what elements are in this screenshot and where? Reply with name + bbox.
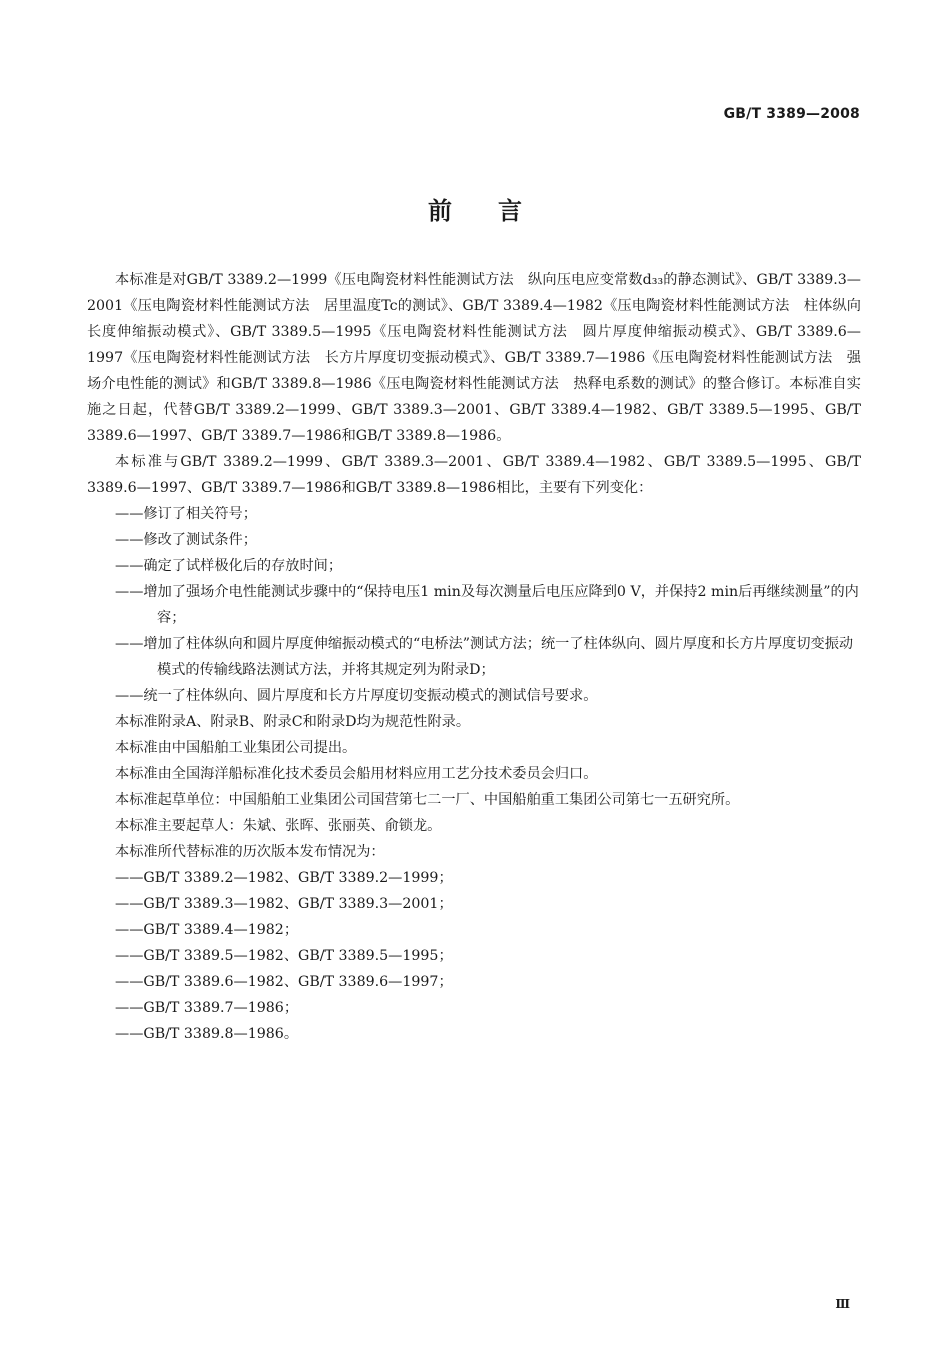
page-number: Ⅲ [835,1297,850,1311]
statement-paragraph: 本标准由全国海洋船标准化技术委员会船用材料应用工艺分技术委员会归口。 [115,766,598,782]
change-item: ——修改了测试条件； [115,532,257,548]
statement-paragraph: 本标准所代替标准的历次版本发布情况为： [115,844,385,860]
intro-paragraph: 本标准是对GB/T 3389.2—1999《压电陶瓷材料性能测试方法 纵向压电应变常数d₃₃的静态测试》、GB/T 3389.3—2001《压电陶瓷材料性能测试方法 居里温度Tc的测试》、GB/T 3389.4—1982《压电陶瓷材料性能测试方法 柱体纵向长度伸缩振动模式》、GB/T 3389.5—1995《压电陶瓷材料性能测试方法 圆片厚度伸缩振动模式》、GB/T 3389.6—1997《压电陶瓷材料性能测试方法 长方片厚度切变振动模式》、GB/T 3389.7—1986《压电陶瓷材料性能测试方法 强场介电性能的测试》和GB/T 3389.8—1986《压电陶瓷材料性能测试方法 热释电系数的测试》的整合修订。本标准自实施之日起，代替GB/T 3389.2—1999、GB/T 3389.3—2001、GB/T 3389.4—1982、GB/T 3389.5—1995、GB/T 3389.6—1997、GB/T 3389.7—1986和GB/T 3389.8—1986。 [87,272,861,444]
statement-paragraph: 本标准主要起草人：朱斌、张晖、张丽英、俞锁龙。 [115,818,442,834]
history-item: ——GB/T 3389.8—1986。 [115,1026,299,1042]
change-item: ——增加了柱体纵向和圆片厚度伸缩振动模式的“电桥法”测试方法；统一了柱体纵向、圆片厚度和长方片厚度切变振动模式的传输线路法测试方法，并将其规定列为附录D； [115,636,854,678]
change-item: ——增加了强场介电性能测试步骤中的“保持电压1 min及每次测量后电压应降到0 V，并保持2 min后再继续测量”的内容； [115,584,859,626]
history-item: ——GB/T 3389.4—1982； [115,922,299,938]
statement-paragraph: 本标准由中国船舶工业集团公司提出。 [115,740,357,756]
history-item: ——GB/T 3389.7—1986； [115,1000,299,1016]
history-item: ——GB/T 3389.2—1982、GB/T 3389.2—1999； [115,870,453,886]
foreword-body [87,267,861,1047]
standard-code-header: GB/T 3389—2008 [723,106,860,122]
change-item: ——统一了柱体纵向、圆片厚度和长方片厚度切变振动模式的测试信号要求。 [115,688,598,704]
history-item: ——GB/T 3389.5—1982、GB/T 3389.5—1995； [115,948,453,964]
history-item: ——GB/T 3389.3—1982、GB/T 3389.3—2001； [115,896,453,912]
page-title: 前言 [428,197,568,225]
statement-paragraph: 本标准附录A、附录B、附录C和附录D均为规范性附录。 [115,714,471,730]
changes-intro-paragraph: 本标准与GB/T 3389.2—1999、GB/T 3389.3—2001、GB/T 3389.4—1982、GB/T 3389.5—1995、GB/T 3389.6—1997、GB/T 3389.7—1986和GB/T 3389.8—1986相比，主要有下列变化： [87,454,861,496]
change-item: ——修订了相关符号； [115,506,257,522]
history-item: ——GB/T 3389.6—1982、GB/T 3389.6—1997； [115,974,453,990]
statement-paragraph: 本标准起草单位：中国船舶工业集团公司国营第七二一厂、中国船舶重工集团公司第七一五研究所。 [115,792,740,808]
change-item: ——确定了试样极化后的存放时间； [115,558,343,574]
